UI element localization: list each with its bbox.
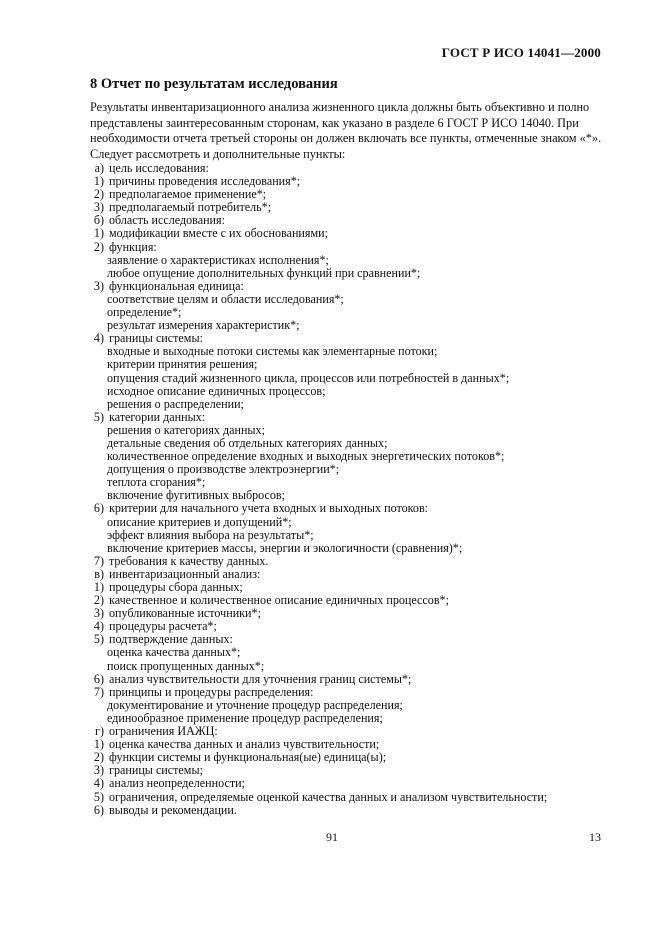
list-item-marker: 1) (93, 737, 104, 752)
list-item-text: описание критериев и допущений*; (107, 514, 292, 529)
section-title: 8 Отчет по результатам исследования (90, 76, 338, 92)
list-item-text: инвентаризационный анализ: (109, 566, 261, 581)
list-item-text: критерии принятия решения; (107, 357, 258, 372)
intro-line: представлены заинтересованным сторонам, как указано в разделе 6 ГОСТ Р ИСО 14040. При (90, 115, 579, 130)
list-item-marker: г) (95, 724, 104, 739)
list-item-marker: 4) (93, 776, 104, 791)
list-item (90, 267, 610, 280)
list-item-marker: 6) (93, 802, 104, 817)
list-item-text: соответствие целям и области исследования*; (107, 291, 344, 306)
list-item-text: причины проведения исследования*; (109, 174, 301, 189)
list-item-marker: 5) (93, 409, 104, 424)
list-item-text: входные и выходные потоки системы как элементарные потоки; (107, 344, 438, 359)
list-item (90, 398, 610, 411)
list-item-text: качественное и количественное описание единичных процессов*; (109, 593, 449, 608)
list-item-text: результат измерения характеристик*; (107, 318, 300, 333)
list-item-text: границы системы; (109, 763, 203, 778)
list-item (90, 646, 610, 659)
list-item (90, 280, 610, 293)
list-item (90, 555, 610, 568)
list-item-text: детальные сведения об отдельных категориях данных; (107, 435, 388, 450)
list-item-text: эффект влияния выбора на результаты*; (107, 527, 314, 542)
list-item (90, 660, 610, 673)
list-item-text: подтверждение данных: (109, 632, 233, 647)
list-item (90, 411, 610, 424)
list-item (90, 227, 610, 240)
list-item (90, 777, 610, 790)
document-standard-header: ГОСТ Р ИСО 14041—2000 (441, 45, 601, 60)
list-item-text: анализ чувствительности для уточнения границ системы*; (109, 671, 412, 686)
list-item-marker: 3) (93, 278, 104, 293)
list-item-text: оценка качества данных и анализ чувствительности; (109, 737, 380, 752)
list-item-text: количественное определение входных и выходных энергетических потоков*; (107, 449, 505, 464)
list-item-marker: б) (93, 213, 104, 228)
list-item-marker: 7) (93, 684, 104, 699)
list-item (90, 699, 610, 712)
list-item-text: процедуры расчета*; (109, 619, 217, 634)
list-item-marker: 1) (93, 174, 104, 189)
list-item-text: теплота сгорания*; (107, 475, 206, 490)
list-item-text: функция: (109, 239, 157, 254)
list-item-text: границы системы: (109, 331, 203, 346)
list-item (90, 358, 610, 371)
list-item-text: включение фугитивных выбросов; (107, 488, 285, 503)
list-item-marker: 5) (93, 789, 104, 804)
list-item-text: ограничения, определяемые оценкой качества данных и анализом чувствительности; (109, 789, 548, 804)
list-item-text: критерии для начального учета входных и выходных потоков: (109, 501, 429, 516)
list-item-text: цель исследования: (109, 161, 209, 175)
list-item-text: единообразное применение процедур распределения; (107, 710, 383, 725)
list-item-marker: 3) (93, 763, 104, 778)
list-item-text: решения о распределении; (107, 396, 244, 411)
requirements-list (90, 162, 610, 817)
list-item (90, 791, 610, 804)
list-item-text: модификации вместе с их обоснованиями; (109, 226, 328, 241)
list-item-marker: 6) (93, 671, 104, 686)
list-item (90, 516, 610, 529)
list-item-text: категории данных: (109, 409, 206, 424)
list-item-marker: 4) (93, 619, 104, 634)
list-item-text: функциональная единица: (109, 278, 244, 293)
list-item-marker: 7) (93, 553, 104, 568)
list-item-marker: 3) (93, 200, 104, 215)
list-item-marker: 5) (93, 632, 104, 647)
list-item-text: выводы и рекомендации. (109, 802, 237, 817)
intro-paragraph (90, 100, 602, 162)
list-item-text: опущения стадий жизненного цикла, процессов или потребностей в данных*; (107, 370, 510, 385)
list-item-text: предполагаемый потребитель*; (109, 200, 272, 215)
intro-line: Следует рассмотреть и дополнительные пункты: (90, 146, 346, 161)
list-item-marker: в) (94, 566, 104, 581)
list-item-text: любое опущение дополнительных функций при сравнении*; (107, 265, 421, 280)
list-item-marker: 2) (93, 239, 104, 254)
list-item-text: анализ неопределенности; (109, 776, 245, 791)
list-item-marker: а) (94, 161, 104, 175)
list-item-text: оценка качества данных*; (107, 645, 241, 660)
list-item-text: требования к качеству данных. (109, 553, 269, 568)
list-item-text: область исследования: (109, 213, 225, 228)
page-number-document: 91 (326, 830, 338, 844)
list-item (90, 804, 610, 817)
list-item (90, 542, 610, 555)
list-item-text: функции системы и функциональная(ые) единица(ы); (109, 750, 387, 765)
list-item-text: принципы и процедуры распределения: (109, 684, 314, 699)
list-item-marker: 2) (93, 750, 104, 765)
list-item-marker: 1) (93, 580, 104, 594)
list-item (90, 241, 610, 254)
list-item (90, 254, 610, 267)
list-item (90, 529, 610, 542)
list-item (90, 424, 610, 437)
list-item (90, 502, 610, 515)
list-item-marker: 3) (93, 606, 104, 621)
list-item-marker: 4) (93, 331, 104, 346)
page-number-section: 13 (589, 830, 601, 844)
list-item-marker: 6) (93, 501, 104, 516)
list-item-text: поиск пропущенных данных*; (107, 658, 265, 673)
list-item (90, 372, 610, 385)
list-item-text: предполагаемое применение*; (109, 187, 267, 202)
list-item-text: исходное описание единичных процессов; (107, 383, 326, 398)
list-item-text: ограничения ИАЖЦ: (109, 724, 218, 739)
list-item-marker: 2) (93, 187, 104, 202)
intro-line: Результаты инвентаризационного анализа жизненного цикла должны быть объективно и полно (90, 100, 590, 114)
list-item-marker: 2) (93, 593, 104, 608)
list-item-text: допущения о производстве электроэнергии*; (107, 462, 340, 477)
intro-line: необходимости отчета третьей стороны он должен включать все пункты, отмеченные знаком «*». (90, 131, 602, 146)
list-item-text: определение*; (107, 305, 182, 320)
list-item-text: включение критериев массы, энергии и экологичности (сравнения)*; (107, 540, 463, 555)
list-item-marker: 1) (93, 226, 104, 241)
list-item-text: решения о категориях данных; (107, 422, 265, 437)
list-item-text: документирование и уточнение процедур распределения; (107, 697, 403, 712)
list-item-text: заявление о характеристиках исполнения*; (107, 252, 329, 267)
list-item (90, 673, 610, 686)
list-item (90, 385, 610, 398)
list-item-text: опубликованные источники*; (109, 606, 261, 621)
list-item-text: процедуры сбора данных; (109, 580, 243, 594)
list-item (90, 686, 610, 699)
